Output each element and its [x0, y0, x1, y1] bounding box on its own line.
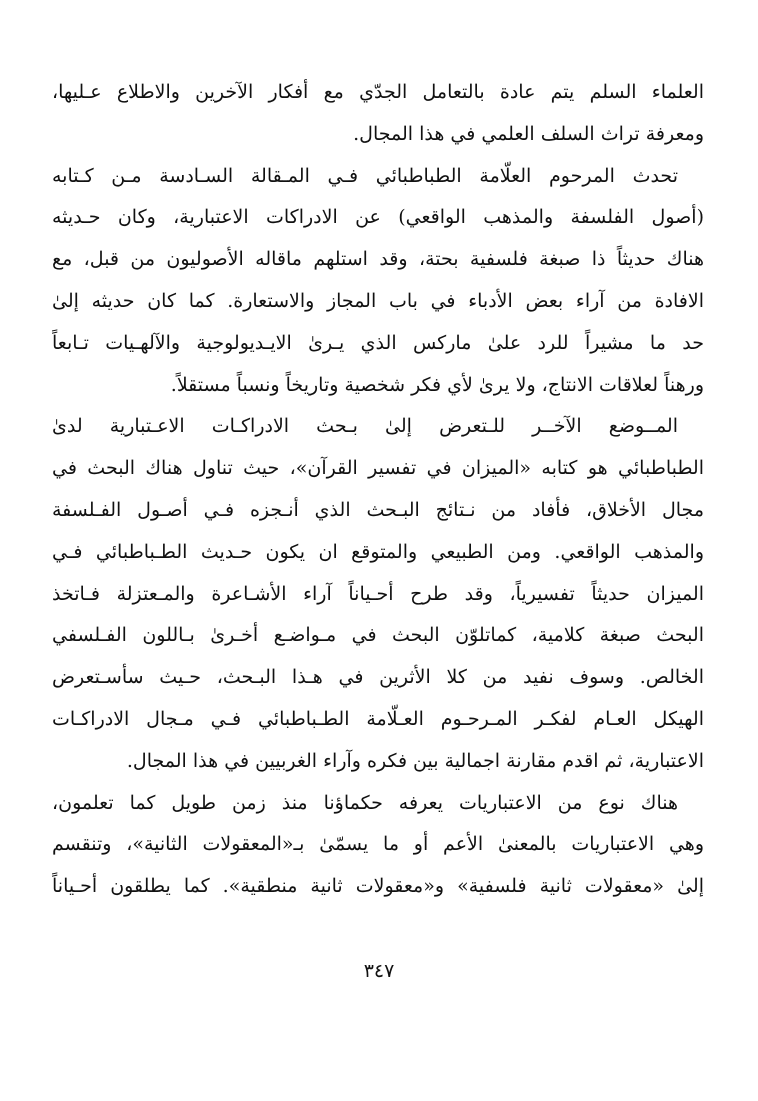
body-text: [52, 72, 704, 908]
text-line: إلىٰ «معقولات ثانية فلسفية» و«معقولات ثانية منطقية». كما يطلقون أحـياناً: [52, 875, 704, 898]
text-line: الاعتبارية، ثم اقدم مقارنة اجمالية بين فكره وآراء الغربيين في هذا المجال.: [126, 749, 704, 772]
text-line: المــوضع الآخــر للـتعرض إلىٰ بـحث الادراكـات الاعـتبارية لدىٰ: [52, 415, 678, 438]
text-line: هناك حديثاً ذا صبغة فلسفية بحتة، وقد استلهم ماقاله الأصوليون من قبل، مع: [52, 248, 704, 271]
text-line: والمذهب الواقعي. ومن الطبيعي والمتوقع ان يكون حـديث الطـباطبائي فـي: [52, 540, 704, 563]
text-line: حد ما مشيراً للرد علىٰ ماركس الذي يـرىٰ الايـديولوجية والآلهـيات تـابعاً: [52, 331, 704, 354]
text-line: ومعرفة تراث السلف العلمي في هذا المجال.: [353, 122, 704, 145]
text-line: وهي الاعتباريات بالمعنىٰ الأعم أو ما يسمّىٰ بـ«المعقولات الثانية»، وتنقسم: [52, 833, 704, 856]
text-line: مجال الأخلاق، فأفاد من نـتائج البـحث الذي أنـجزه فـي أصـول الفـلسفة: [52, 498, 704, 521]
text-line: الطباطبائي هو كتابه «الميزان في تفسير القرآن»، حيث تناول هناك البحث في: [52, 457, 704, 480]
text-line: البحث صبغة كلامية، كماتلوّن البحث في مـواضـع أخـرىٰ بـاللون الفـلسفي: [52, 624, 704, 647]
text-line: الهيكل العـام لفكـر المـرحـوم العـلّامة الطـباطبائي فـي مـجال الادراكـات: [52, 707, 704, 730]
page-number: ٣٤٧: [363, 960, 395, 982]
text-line: ورهناً لعلاقات الانتاج، ولا يرىٰ لأي فكر شخصية وتاريخاً ونسباً مستقلاً.: [170, 373, 704, 396]
text-line: العلماء السلم يتم عادة بالتعامل الجدّي مع أفكار الآخرين والاطلاع عـليها،: [52, 81, 704, 103]
text-line: (أصول الفلسفة والمذهب الواقعي) عن الادراكات الاعتبارية، وكان حـديثه: [52, 206, 704, 229]
text-line: الافادة من آراء بعض الأدباء في باب المجاز والاستعارة. كما كان حديثه إلىٰ: [52, 289, 704, 312]
text-line: تحدث المرحوم العلّامة الطباطبائي فـي المـقالة السـادسة مـن كـتابه: [52, 164, 678, 187]
text-line: الخالص. وسوف نفيد من كلا الأثرين في هـذا البـحث، حـيث سأسـتعرض: [52, 666, 704, 689]
text-line: الميزان حديثاً تفسيرياً، وقد طرح أحـياناً آراء الأشـاعرة والمـعتزلة فـاتخذ: [52, 582, 704, 605]
text-line: هناك نوع من الاعتباريات يعرفه حكماؤنا منذ زمن طويل كما تعلمون،: [52, 791, 678, 814]
